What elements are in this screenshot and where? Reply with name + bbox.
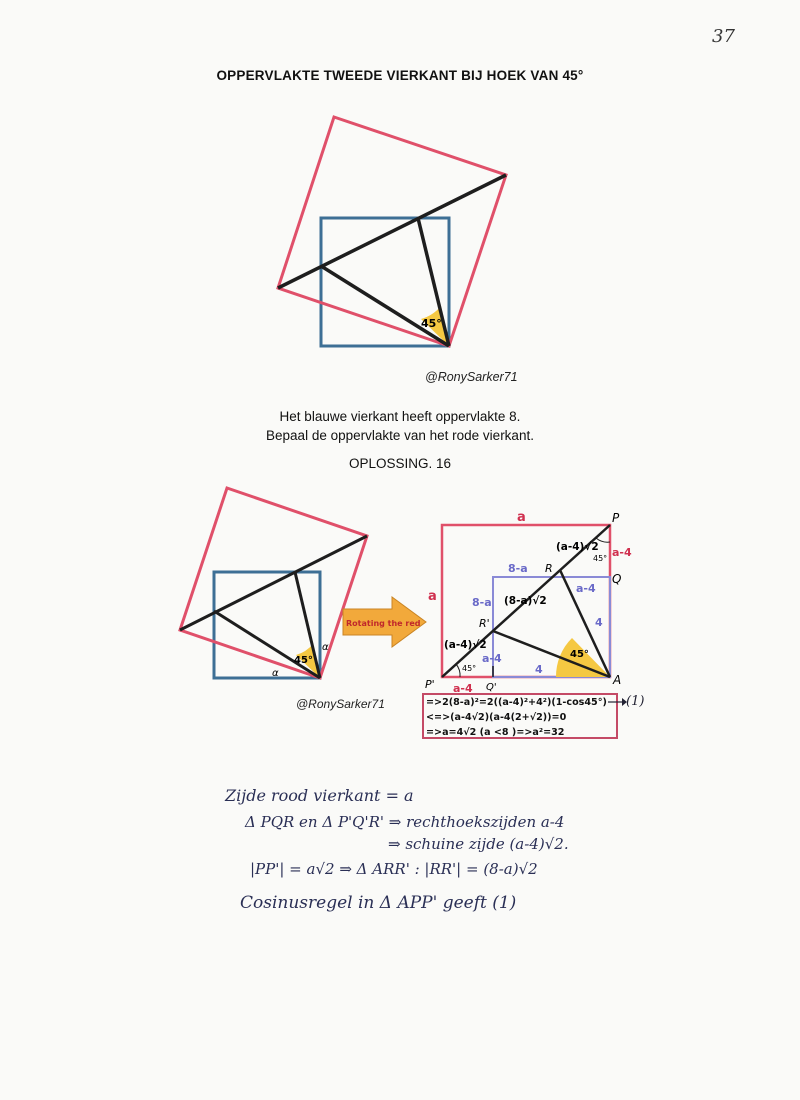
- page-title: OPPERVLAKTE TWEEDE VIERKANT BIJ HOEK VAN 45°: [216, 68, 584, 83]
- label-R: R: [545, 562, 553, 575]
- credit-2: @RonySarker71: [296, 697, 385, 711]
- equation-arrow: [608, 696, 628, 708]
- handwritten-line-4: Cosinusregel in Δ APP' geeft (1): [240, 893, 517, 913]
- label-Q: Q: [612, 572, 622, 586]
- problem-line-2: Bepaal de oppervlakte van het rode vierkant.: [266, 428, 534, 443]
- label-a-top: a: [517, 510, 526, 525]
- figure-1: [0, 0, 800, 400]
- figure-3: [420, 500, 650, 695]
- label-a-minus-4-right: a-4: [612, 546, 632, 559]
- problem-line-1: Het blauwe vierkant heeft oppervlakte 8.: [279, 409, 521, 424]
- figure-2: [0, 480, 440, 720]
- label-R-prime: R': [479, 617, 490, 630]
- label-top-segment: (a-4)√2: [556, 541, 599, 553]
- page-number: 37: [712, 26, 735, 47]
- label-a-left: a: [428, 589, 437, 604]
- angle-arc-p-prime: [456, 664, 460, 677]
- equation-box: [422, 693, 618, 739]
- label-4-right: 4: [595, 616, 603, 629]
- diagonal-line-2: [180, 536, 367, 630]
- label-4-bottom: 4: [535, 663, 543, 676]
- alpha-label-right: α: [322, 642, 329, 653]
- label-P-prime: P': [425, 678, 435, 691]
- segment-r-a: [321, 266, 449, 346]
- angle-45-label: 45°: [421, 317, 442, 330]
- handwritten-line-1: Zijde rood vierkant = a: [225, 786, 414, 805]
- label-a-minus-4-left: a-4: [482, 652, 502, 665]
- equation-line-3: =>a=4√2 (a <8 )=>a²=32: [426, 727, 565, 738]
- alpha-label-bottom: α: [272, 668, 279, 679]
- label-8-minus-a-left: 8-a: [472, 596, 492, 609]
- diagonal-line: [278, 175, 506, 288]
- label-angle-45-A: 45°: [570, 649, 589, 660]
- solution-heading: OPLOSSING. 16: [348, 456, 452, 471]
- credit-1: @RonySarker71: [425, 370, 518, 384]
- label-a-minus-4-blue: a-4: [576, 582, 596, 595]
- label-mid-segment: (8-a)√2: [504, 595, 547, 607]
- label-Q-prime: Q': [486, 682, 497, 693]
- label-angle-45-left: 45°: [462, 664, 477, 673]
- segment-r-a-2: [214, 611, 320, 678]
- arrow-label: Rotating the red: [346, 619, 421, 628]
- label-a-minus-4-bottom: a-4: [453, 682, 473, 695]
- handwritten-line-3: |PP'| = a√2 ⇒ Δ ARR' : |RR'| = (8-a)√2: [250, 860, 538, 878]
- label-8-minus-a-top: 8-a: [508, 562, 528, 575]
- handwritten-line-2a: Δ PQR en Δ P'Q'R' ⇒ rechthoekszijden a-4: [245, 813, 565, 831]
- label-A: A: [613, 673, 622, 687]
- equation-ref: (1): [626, 694, 645, 709]
- label-P: P: [612, 511, 620, 525]
- label-angle-45-top: 45°: [593, 554, 608, 563]
- label-left-segment: (a-4)√2: [444, 639, 487, 651]
- equation-line-2: <=>(a-4√2)(a-4(2+√2))=0: [426, 712, 567, 723]
- equation-line-1: =>2(8-a)²=2((a-4)²+4²)(1-cos45°): [426, 697, 607, 708]
- handwritten-line-2b: ⇒ schuine zijde (a-4)√2.: [388, 835, 569, 853]
- angle-45-label-2: 45°: [294, 655, 313, 666]
